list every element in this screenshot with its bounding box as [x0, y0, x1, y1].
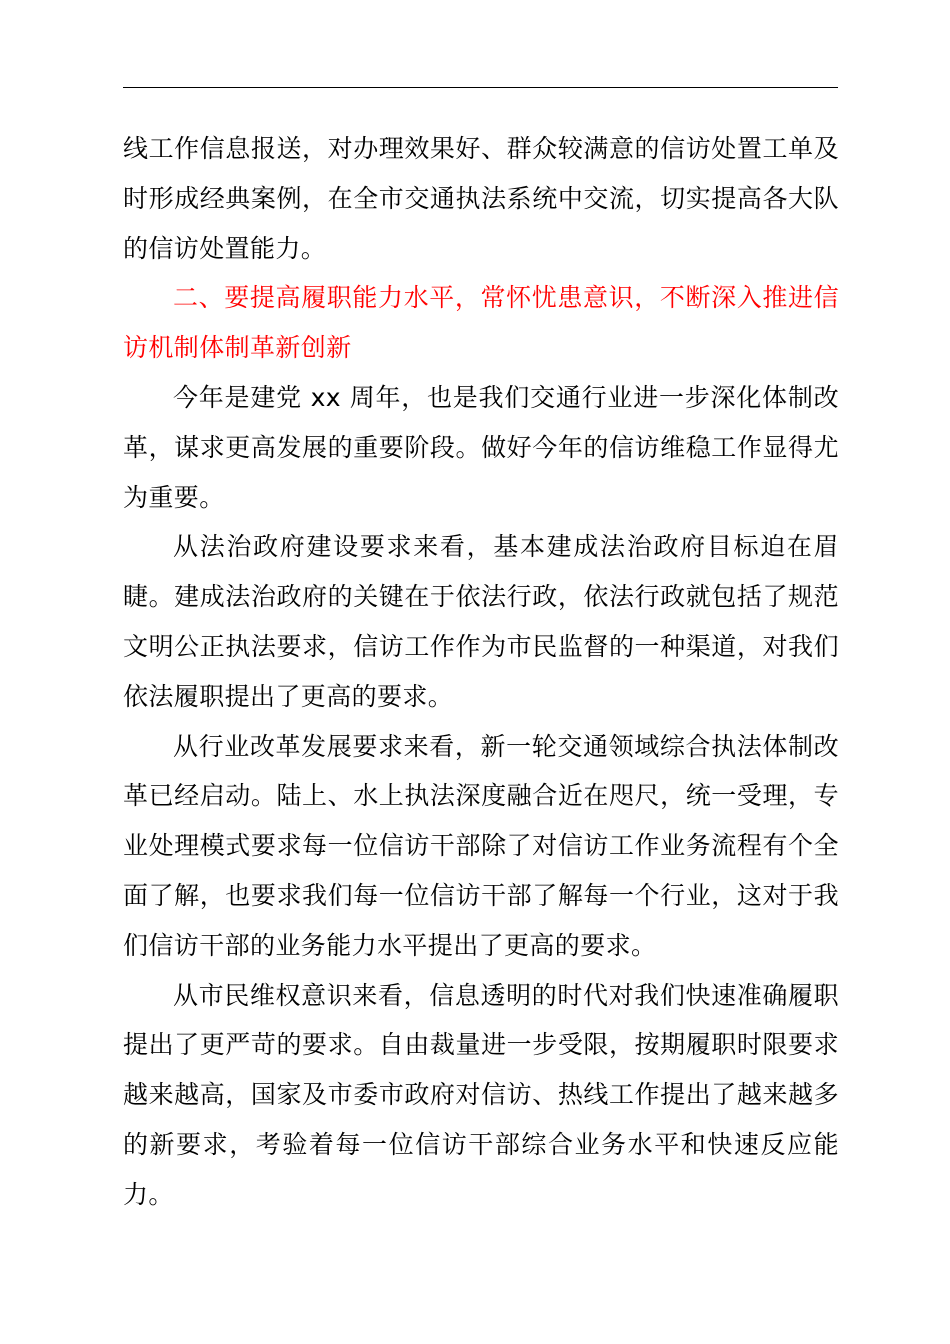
- header-rule: [123, 87, 838, 88]
- paragraph: 今年是建党 xx 周年，也是我们交通行业进一步深化体制改革，谋求更高发展的重要阶段。做好今年的信访维稳工作显得尤为重要。: [123, 382, 839, 512]
- document-body: [123, 124, 839, 1220]
- section-heading: 二、要提高履职能力水平，常怀忧患意识，不断深入推进信访机制体制革新创新: [123, 283, 839, 363]
- paragraph: 从市民维权意识来看，信息透明的时代对我们快速准确履职提出了更严苛的要求。自由裁量进一步受限，按期履职时限要求越来越高，国家及市委市政府对信访、热线工作提出了越来越多的新要求，考验着每一位信访干部综合业务水平和快速反应能力。: [123, 980, 839, 1209]
- paragraph: 从行业改革发展要求来看，新一轮交通领域综合执法体制改革已经启动。陆上、水上执法深度融合近在咫尺，统一受理，专业处理模式要求每一位信访干部除了对信访工作业务流程有个全面了解，也要求我们每一位信访干部了解每一个行业，这对于我们信访干部的业务能力水平提出了更高的要求。: [123, 731, 839, 960]
- paragraph: 从法治政府建设要求来看，基本建成法治政府目标迫在眉睫。建成法治政府的关键在于依法行政，依法行政就包括了规范文明公正执法要求，信访工作作为市民监督的一种渠道，对我们依法履职提出了更高的要求。: [123, 532, 839, 711]
- paragraph-continuation: 线工作信息报送，对办理效果好、群众较满意的信访处置工单及时形成经典案例，在全市交通执法系统中交流，切实提高各大队的信访处置能力。: [123, 134, 839, 263]
